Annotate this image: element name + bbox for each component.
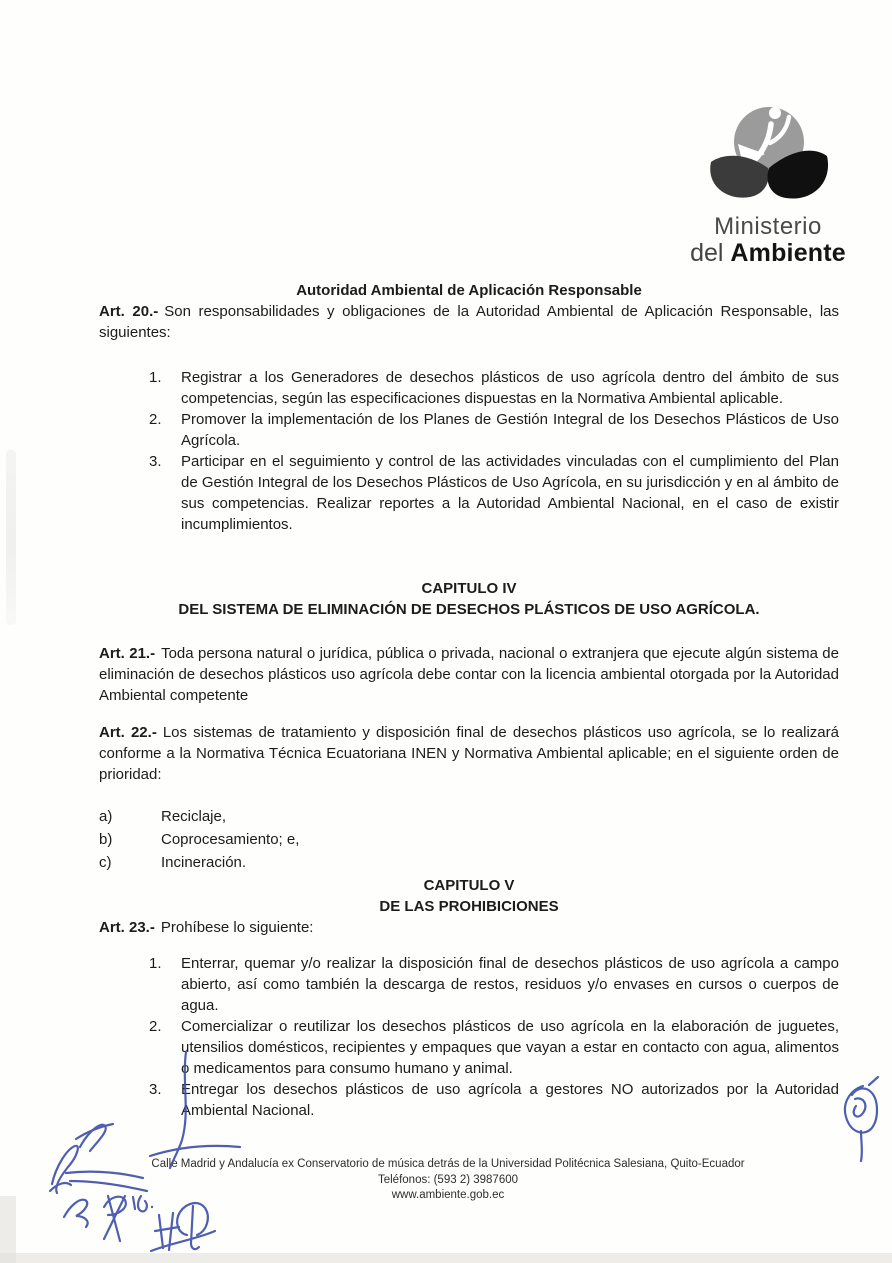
chapter-5-subtitle: DE LAS PROHIBICIONES <box>379 898 559 915</box>
list-item <box>99 409 839 451</box>
article-21-text: Toda persona natural o jurídica, pública o privada, nacional o extranjera que ejecute algún sistema de eliminación de desechos plásticos uso agrícola debe contar con la licencia ambiental otorgada por la Autoridad Ambiental competente <box>99 645 839 704</box>
page-footer <box>48 1157 848 1204</box>
article-20-paragraph <box>99 301 839 343</box>
priority-list <box>99 806 839 873</box>
footer-website: www.ambiente.gob.ec <box>391 1189 505 1201</box>
list-item-number: 2. <box>149 1018 162 1035</box>
list-item-number: 3. <box>149 453 162 470</box>
list-item <box>99 367 839 409</box>
document-body <box>99 280 839 1121</box>
section-heading: Autoridad Ambiental de Aplicación Responsable <box>296 282 642 299</box>
ministry-flower-icon <box>660 100 876 214</box>
list-item <box>99 852 839 873</box>
list-item-text: Entregar los desechos plásticos de uso agrícola a gestores NO autorizados por la Autoridad Ambiental Nacional. <box>181 1081 839 1119</box>
article-23-label: Art. 23.- <box>99 919 155 936</box>
logo-text-del-ambiente: del Ambiente <box>690 239 846 267</box>
article-23-paragraph <box>99 917 839 938</box>
chapter-4-subtitle: DEL SISTEMA DE ELIMINACIÓN DE DESECHOS PLÁSTICOS DE USO AGRÍCOLA. <box>178 601 760 618</box>
list-item-text: Participar en el seguimiento y control de las actividades vinculadas con el cumplimiento del Plan de Gestión Integral de los Desechos Plásticos de Uso Agrícola, en su jurisdicción y en al ámbito de sus competencias. Realizar reportes a la Autoridad Ambiental Nacional, en el caso de existir incumplimientos. <box>181 453 839 533</box>
list-item <box>99 806 839 827</box>
chapter-4-title: CAPITULO IV <box>421 580 517 597</box>
list-item-text: Coprocesamiento; e, <box>161 831 300 848</box>
article-22-label: Art. 22.- <box>99 724 157 741</box>
list-item-text: Reciclaje, <box>161 808 227 825</box>
list-item <box>99 953 839 1016</box>
responsibilities-list <box>99 367 839 535</box>
list-item-letter: c) <box>99 854 112 871</box>
list-item-number: 3. <box>149 1081 162 1098</box>
list-item-text: Promover la implementación de los Planes de Gestión Integral de los Desechos Plásticos de Uso Agrícola. <box>181 411 839 449</box>
scan-artifact-left-smudge <box>6 450 16 625</box>
scan-artifact-bottom-left <box>0 1196 16 1263</box>
ministry-logo <box>660 100 876 267</box>
list-item-number: 2. <box>149 411 162 428</box>
list-item-number: 1. <box>149 369 162 386</box>
article-21-paragraph <box>99 643 839 706</box>
list-item-letter: b) <box>99 831 113 848</box>
prohibitions-list <box>99 953 839 1121</box>
scan-artifact-bottom-band <box>0 1253 892 1263</box>
article-20-text: Son responsabilidades y obligaciones de la Autoridad Ambiental de Aplicación Responsable, las siguientes: <box>99 303 839 341</box>
list-item <box>99 1079 839 1121</box>
list-item-text: Comercializar o reutilizar los desechos plásticos de uso agrícola en la elaboración de juguetes, utensilios domésticos, recipientes y empaques que vayan a estar en contacto con agua, alimentos o medicamentos para consumo humano y animal. <box>181 1018 839 1077</box>
article-22-paragraph <box>99 722 839 785</box>
article-23-text: Prohíbese lo siguiente: <box>160 919 314 936</box>
list-item <box>99 451 839 535</box>
list-item-text: Registrar a los Generadores de desechos plásticos de uso agrícola dentro del ámbito de sus competencias, según las especificaciones dispuestas en la Normativa Ambiental aplicable. <box>181 369 839 407</box>
list-item-number: 1. <box>149 955 162 972</box>
article-20-label: Art. 20.- <box>99 303 159 320</box>
list-item <box>99 1016 839 1079</box>
footer-address: Calle Madrid y Andalucía ex Conservatorio de música detrás de la Universidad Politécnica Salesiana, Quito-Ecuador <box>151 1158 745 1170</box>
logo-text-ministerio: Ministerio <box>714 213 822 240</box>
list-item-text: Enterrar, quemar y/o realizar la disposición final de desechos plásticos de uso agrícola a campo abierto, así como también la descarga de restos, residuos y/o envases en cursos o cuerpos de agua. <box>181 955 839 1014</box>
chapter-5-title: CAPITULO V <box>423 877 515 894</box>
list-item-text: Incineración. <box>161 854 247 871</box>
article-22-text: Los sistemas de tratamiento y disposición final de desechos plásticos uso agrícola, se lo realizará conforme a la Normativa Técnica Ecuatoriana INEN y Normativa Ambiental aplicable; en el siguiente orden de prioridad: <box>99 724 839 783</box>
article-21-label: Art. 21.- <box>99 645 156 662</box>
list-item <box>99 829 839 850</box>
footer-phone: Teléfonos: (593 2) 3987600 <box>377 1173 519 1186</box>
list-item-letter: a) <box>99 808 113 825</box>
